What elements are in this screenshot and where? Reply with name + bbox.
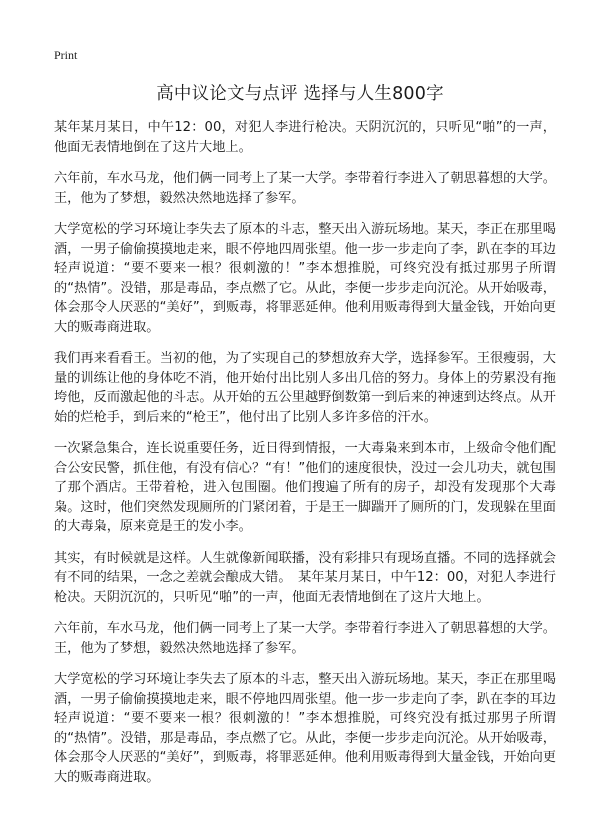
paragraph-8: 大学宽松的学习环境让李失去了原本的斗志，整天出入游玩场地。某天，李正在那里喝酒，一男子偷偷摸摸地走来，眼不停地四周张望。他一步一步走向了李，趴在李的耳边轻声说道：“要不要来一根？很刺激的！”李本想推脱，可终究没有抵过那男子所谓的“热情”。没错，那是毒品，李点燃了它。从此，李便一步步走向沉沦。从开始吸毒，体会那令人厌恶的“美好”，到贩毒，将罪恶延伸。他利用贩毒得到大量金钱，开始向更大的贩毒商进取。: [54, 672, 556, 785]
paragraph-1: 某年某月某日，中午12：00，对犯人李进行枪决。天阴沉沉的，只听见“啪”的一声，他面无表情地倒在了这片大地上。: [54, 120, 556, 155]
paragraph-3: 大学宽松的学习环境让李失去了原本的斗志，整天出入游玩场地。某天，李正在那里喝酒，一男子偷偷摸摸地走来，眼不停地四周张望。他一步一步走向了李，趴在李的耳边轻声说道：“要不要来一根？很刺激的！”李本想推脱，可终究没有抵过那男子所谓的“热情”。没错，那是毒品，李点燃了它。从此，李便一步步走向沉沦。从开始吸毒，体会那令人厌恶的“美好”，到贩毒，将罪恶延伸。他利用贩毒得到大量金钱，开始向更大的贩毒商进取。: [54, 222, 556, 335]
document-body: [54, 118, 556, 799]
paragraph-2: 六年前，车水马龙，他们俩一同考上了某一大学。李带着行李进入了朝思暮想的大学。王，他为了梦想，毅然决然地选择了参军。: [54, 171, 556, 206]
paragraph-5: 一次紧急集合，连长说重要任务，近日得到情报，一大毒枭来到本市，上级命令他们配合公安民警，抓住他，有没有信心？“有！”他们的速度很快，没过一会儿功夫，就包围了那个酒店。王带着枪，进入包围圈。他们搜遍了所有的房子，却没有发现那个大毒枭。这时，他们突然发现厕所的门紧闭着，于是王一脚踹开了厕所的门，发现躲在里面的大毒枭，原来竟是王的发小李。: [54, 441, 556, 534]
paragraph-6: 其实，有时候就是这样。人生就像新闻联播，没有彩排只有现场直播。不同的选择就会有不同的结果，一念之差就会酿成大错。 某年某月某日，中午12：00，对犯人李进行枪决。天阴沉沉的，只听见“啪”的一声，他面无表情地倒在了这片大地上。: [54, 550, 556, 605]
print-label: Print: [54, 48, 78, 62]
paragraph-4: 我们再来看看王。当初的他，为了实现自己的梦想放弃大学，选择参军。王很瘦弱，大量的训练让他的身体吃不消，他开始付出比别人多出几倍的努力。身体上的劳累没有拖垮他，反而激起他的斗志。从开始的五公里越野倒数第一到后来的神速到达终点。从开始的烂枪手，到后来的“枪王”，他付出了比别人多许多倍的汗水。: [54, 351, 556, 425]
document-title: 高中议论文与点评 选择与人生800字: [156, 84, 444, 104]
paragraph-7: 六年前，车水马龙，他们俩一同考上了某一大学。李带着行李进入了朝思暮想的大学。王，他为了梦想，毅然决然地选择了参军。: [54, 621, 556, 656]
